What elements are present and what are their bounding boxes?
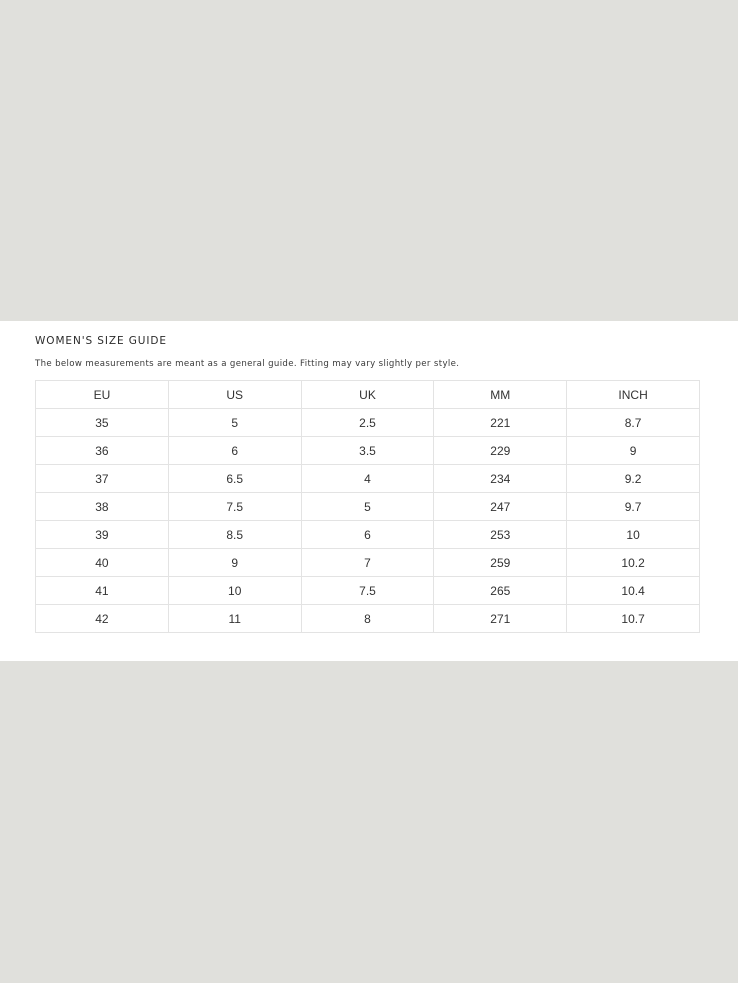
cell-mm: 259 [434, 549, 567, 577]
cell-inch: 9 [567, 437, 700, 465]
table-row [36, 493, 700, 521]
cell-mm: 253 [434, 521, 567, 549]
cell-inch: 10.2 [567, 549, 700, 577]
cell-uk: 2.5 [301, 409, 434, 437]
cell-uk: 7 [301, 549, 434, 577]
cell-uk: 4 [301, 465, 434, 493]
table-row [36, 521, 700, 549]
table-row [36, 605, 700, 633]
cell-inch: 10 [567, 521, 700, 549]
size-guide-panel [0, 321, 738, 661]
cell-eu: 35 [36, 409, 169, 437]
cell-uk: 7.5 [301, 577, 434, 605]
table-row [36, 577, 700, 605]
table-row [36, 409, 700, 437]
size-table [35, 380, 700, 633]
cell-mm: 265 [434, 577, 567, 605]
header-us: US [168, 381, 301, 409]
cell-eu: 42 [36, 605, 169, 633]
cell-mm: 221 [434, 409, 567, 437]
cell-eu: 41 [36, 577, 169, 605]
cell-uk: 3.5 [301, 437, 434, 465]
cell-eu: 39 [36, 521, 169, 549]
cell-us: 11 [168, 605, 301, 633]
cell-uk: 8 [301, 605, 434, 633]
cell-us: 8.5 [168, 521, 301, 549]
cell-inch: 9.2 [567, 465, 700, 493]
table-row [36, 549, 700, 577]
cell-us: 5 [168, 409, 301, 437]
cell-eu: 40 [36, 549, 169, 577]
cell-inch: 10.7 [567, 605, 700, 633]
size-guide-title: WOMEN'S SIZE GUIDE [35, 335, 167, 347]
cell-eu: 38 [36, 493, 169, 521]
header-mm: MM [434, 381, 567, 409]
cell-mm: 234 [434, 465, 567, 493]
cell-us: 6.5 [168, 465, 301, 493]
cell-inch: 8.7 [567, 409, 700, 437]
cell-inch: 9.7 [567, 493, 700, 521]
cell-eu: 37 [36, 465, 169, 493]
cell-uk: 6 [301, 521, 434, 549]
cell-us: 6 [168, 437, 301, 465]
header-uk: UK [301, 381, 434, 409]
cell-mm: 247 [434, 493, 567, 521]
cell-mm: 229 [434, 437, 567, 465]
table-row [36, 465, 700, 493]
cell-mm: 271 [434, 605, 567, 633]
cell-uk: 5 [301, 493, 434, 521]
cell-eu: 36 [36, 437, 169, 465]
cell-inch: 10.4 [567, 577, 700, 605]
table-row [36, 437, 700, 465]
size-guide-subtitle: The below measurements are meant as a general guide. Fitting may vary slightly per style. [35, 359, 460, 369]
table-header-row [36, 381, 700, 409]
cell-us: 9 [168, 549, 301, 577]
cell-us: 10 [168, 577, 301, 605]
header-inch: INCH [567, 381, 700, 409]
cell-us: 7.5 [168, 493, 301, 521]
header-eu: EU [36, 381, 169, 409]
